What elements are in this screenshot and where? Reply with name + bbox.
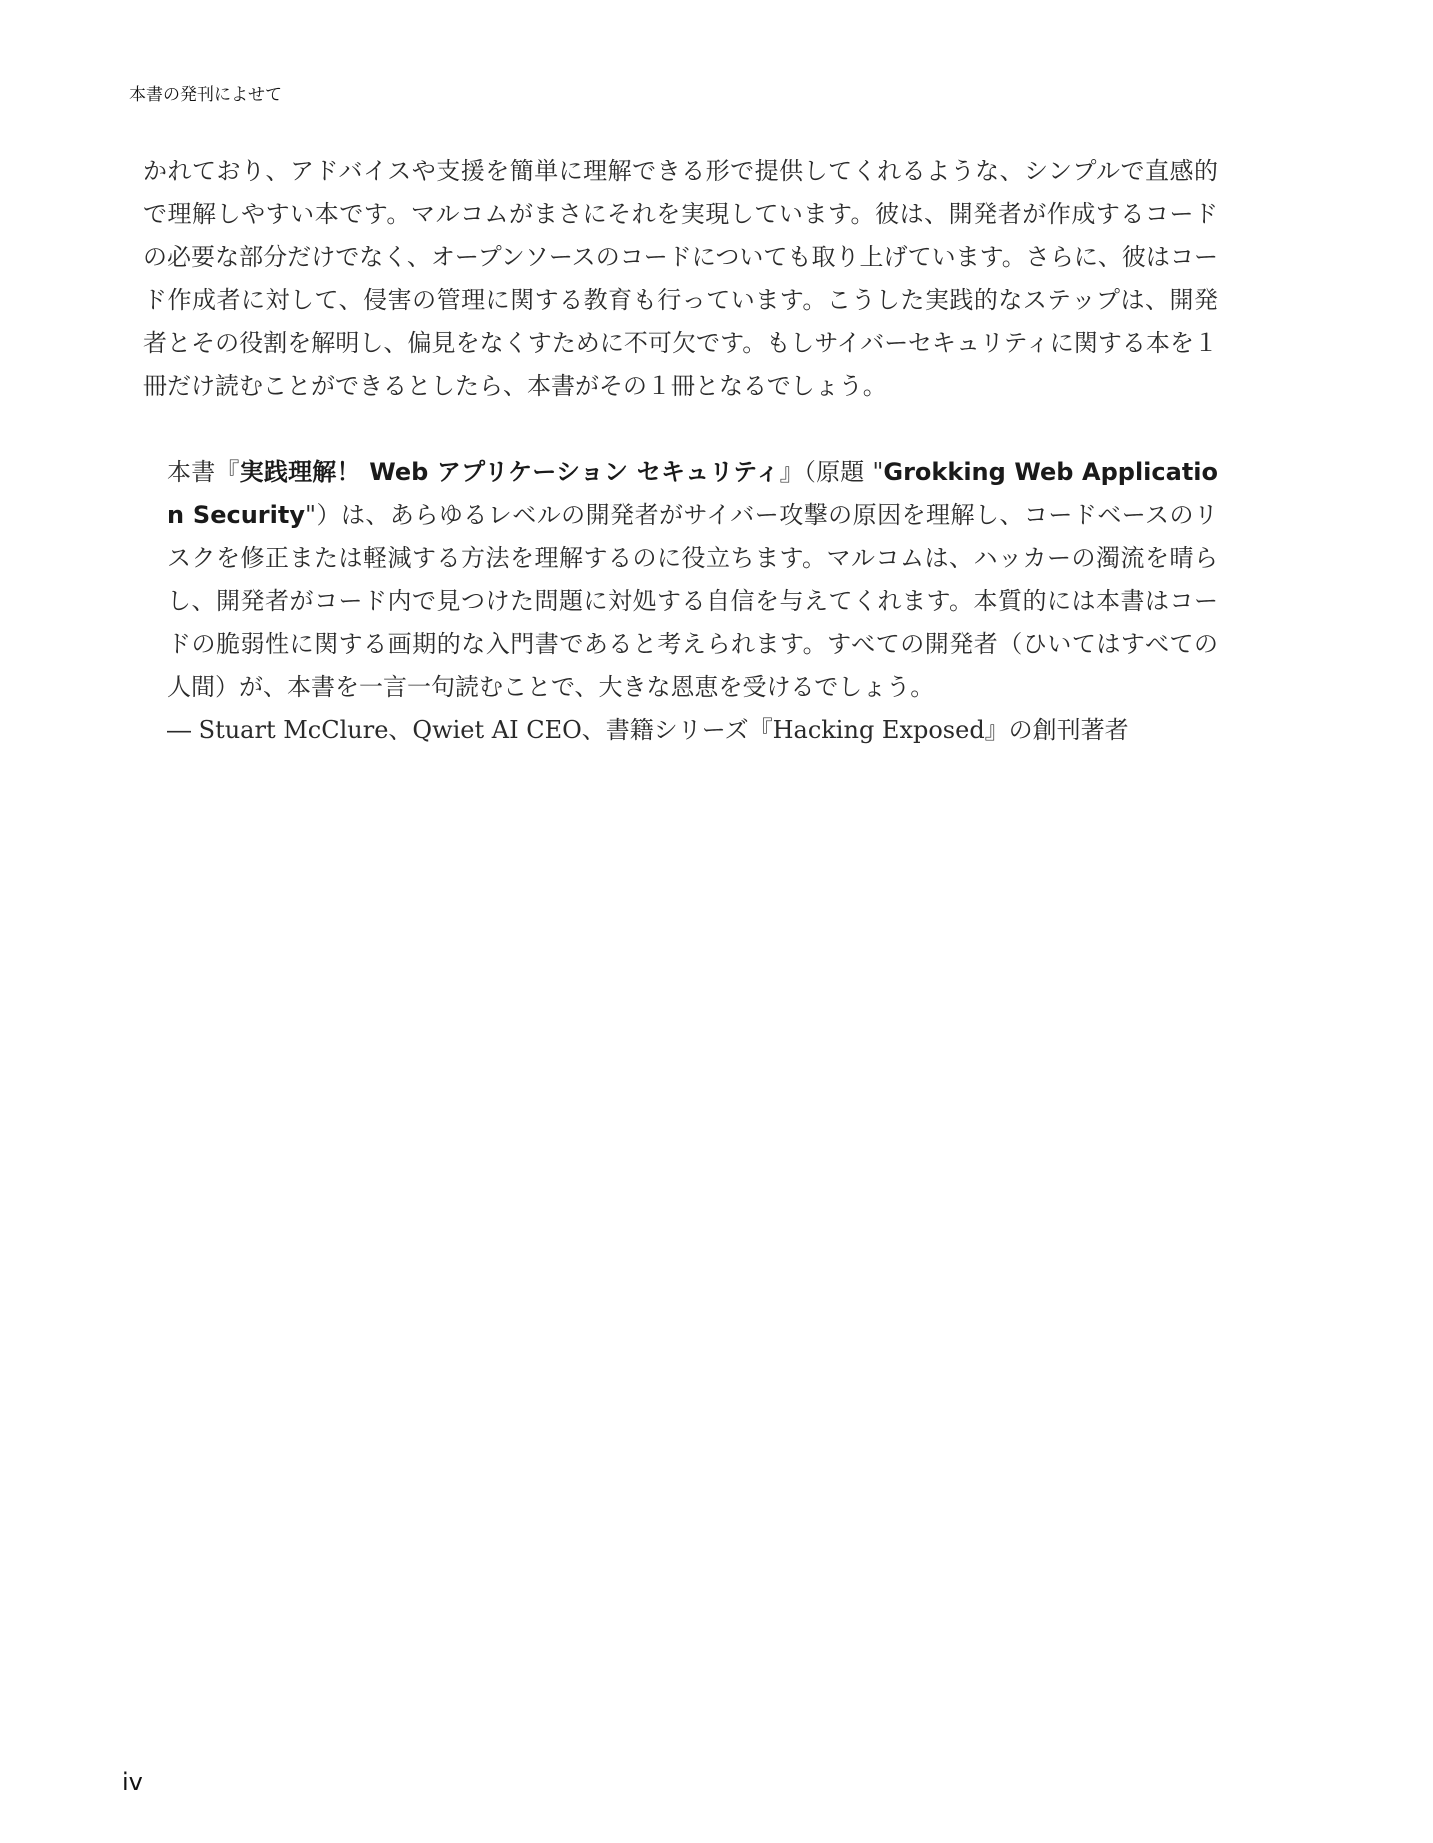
book-title-japanese: 実践理解！ Web アプリケーション セキュリティ	[239, 458, 780, 486]
foreword-paragraph-1: かれており、アドバイスや支援を簡単に理解できる形で提供してくれるような、シンプルで直感的で理解しやすい本です。マルコムがまさにそれを実現しています。彼は、開発者が作成するコードの必要な部分だけでなく、オープンソースのコードについても取り上げています。さらに、彼はコード作成者に対して、侵害の管理に関する教育も行っています。こうした実践的なステップは、開発者とその役割を解明し、偏見をなくすために不可欠です。もしサイバーセキュリティに関する本を１冊だけ読むことができるとしたら、本書がその１冊となるでしょう。	[143, 157, 1218, 400]
page-number: iv	[122, 1768, 143, 1796]
paragraph-2-prefix: 本書『	[167, 458, 240, 486]
paragraph-2-middle: 』（原題 "	[779, 458, 884, 486]
body-text	[143, 150, 1218, 752]
foreword-paragraph-2	[143, 451, 1218, 709]
paragraph-2-rest: "）は、あらゆるレベルの開発者がサイバー攻撃の原因を理解し、コードベースのリスクを修正または軽減する方法を理解するのに役立ちます。マルコムは、ハッカーの濁流を晴らし、開発者がコード内で見つけた問題に対処する自信を与えてくれます。本質的には本書はコードの脆弱性に関する画期的な入門書であると考えられます。すべての開発者（ひいてはすべての人間）が、本書を一言一句読むことで、大きな恩恵を受けるでしょう。	[167, 501, 1218, 701]
book-title-original: Grokking Web Application Security	[167, 458, 1219, 529]
attribution-line: ― Stuart McClure、Qwiet AI CEO、書籍シリーズ『Hacking Exposed』の創刊著者	[167, 716, 1129, 744]
running-header: 本書の発刊によせて	[129, 85, 282, 105]
